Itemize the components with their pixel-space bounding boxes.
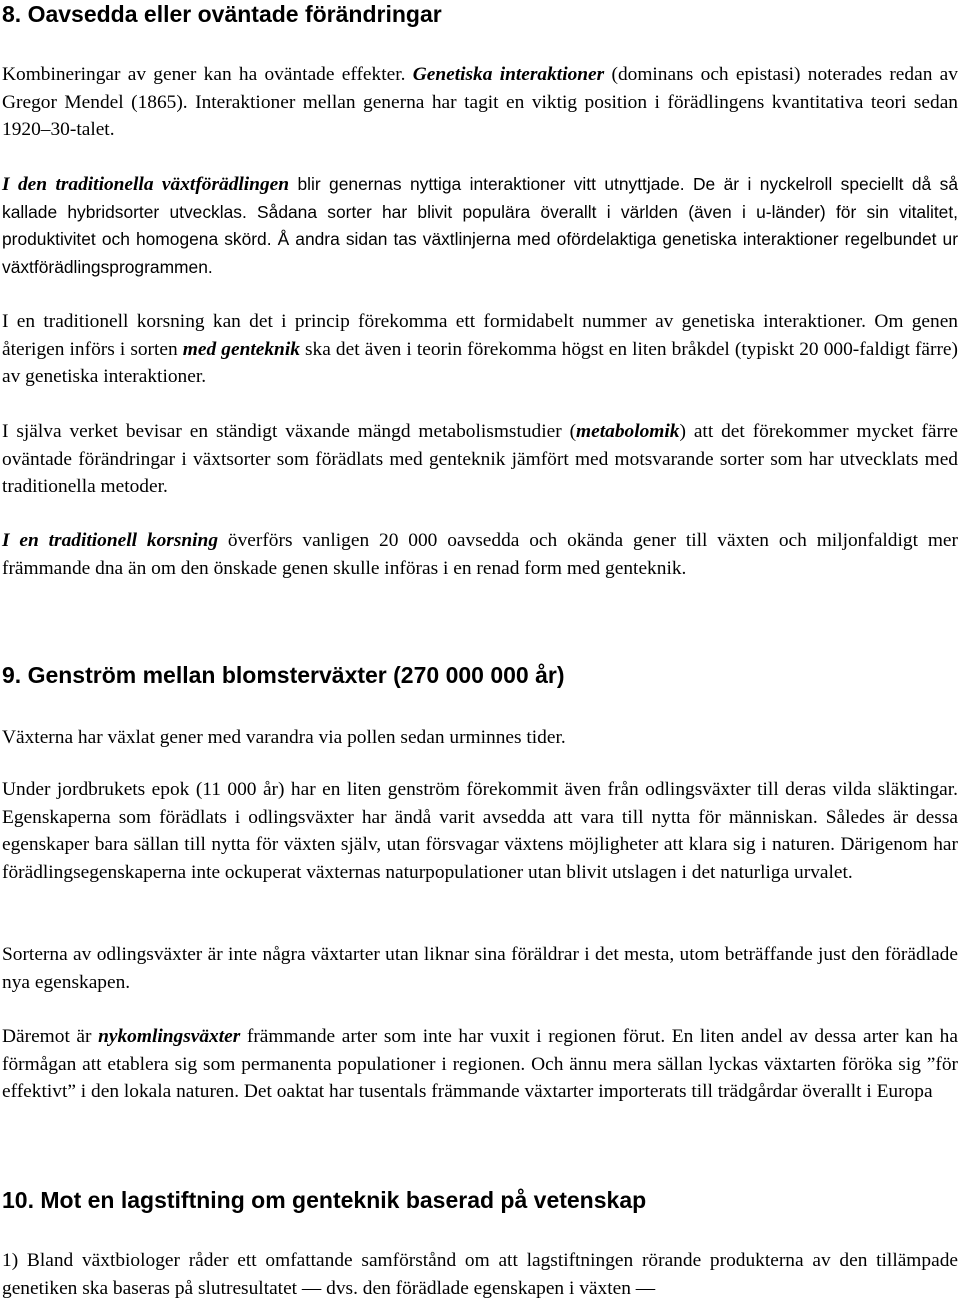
emphasized-text: I den traditionella växtförädlingen (2, 174, 290, 195)
paragraph (2, 1247, 958, 1302)
paragraph-text (2, 1023, 958, 1106)
emphasized-text: med genteknik (182, 338, 300, 360)
emphasized-text: nykomlingsväxter (98, 1026, 241, 1047)
emphasized-text: metabolomik (576, 421, 680, 442)
paragraph-text (2, 1247, 958, 1302)
paragraph (2, 776, 958, 886)
text-run: Däremot är (2, 1026, 99, 1047)
paragraph (2, 1023, 958, 1106)
text-run: Kombineringar av gener kan ha oväntade effekter. (2, 64, 413, 85)
paragraph-text (2, 776, 958, 886)
text-run: ska det även i teorin förekomma högst en liten bråkdel (typiskt 20 000-faldigt färre) av genetiska interaktioner. (2, 338, 959, 387)
text-run: I själva verket bevisar en ständigt växande mängd metabolismstudier ( (2, 421, 577, 442)
paragraph-text (2, 527, 958, 582)
paragraph (2, 941, 958, 996)
paragraph-text (2, 941, 958, 996)
section-heading-10: 10. Mot en lagstiftning om genteknik baserad på vetenskap (2, 1187, 647, 1213)
paragraph (2, 171, 958, 281)
paragraph (2, 308, 958, 391)
section-heading-9: 9. Genström mellan blomsterväxter (270 000 000 år) (2, 662, 565, 688)
paragraph (2, 527, 958, 582)
emphasized-text: Genetiska interaktioner (412, 64, 605, 85)
text-run: Växterna har växlat gener med varandra via pollen sedan urminnes tider. (2, 727, 566, 748)
paragraph-text (2, 171, 958, 281)
text-run: Under jordbrukets epok (11 000 år) har en liten genström förekommit även från odlingsväxter till deras vilda släktingar. Egenskaperna som förädlats i odlingsväxter har ändå varit avsedda att vara till nytta för människan. Således är dessa egenskaper bara sällan till nytta för växten själv, utan försvagar växtens möjligheter att klara sig i naturen. Därigenom har förädlingsegenskaperna inte ockuperat växternas naturpopulationer utan blivit utslagen i det naturliga urvalet. (2, 779, 958, 883)
paragraph-text (2, 724, 958, 752)
text-run: främmande arter som inte har vuxit i regionen förut. En liten andel av dessa arter kan ha förmågan att etablera sig som permanenta populationer i regionen. Och ännu mera sällan lyckas växtarten föröka sig ”för effektivt” i den lokala naturen. Det oaktat har tusentals främmande växtarter importerats till trädgårdar överallt i Europa (2, 1026, 958, 1102)
paragraph (2, 418, 958, 501)
text-run: Sorterna av odlingsväxter är inte några växtarter utan liknar sina föräldrar i det mesta, utom beträffande just den förädlade nya egenskapen. (2, 944, 958, 993)
paragraph-text (2, 308, 958, 391)
paragraph (2, 61, 958, 144)
section-heading-8: 8. Oavsedda eller oväntade förändringar (2, 1, 442, 27)
text-run: överförs vanligen 20 000 oavsedda och okända gener till växten och miljonfaldigt mer främmande dna än om den önskade genen skulle införas i en renad form med genteknik. (2, 530, 958, 579)
text-run: ) att det förekommer mycket färre oväntade förändringar i växtsorter som förädlats med genteknik jämfört med motsvarande sorter som har utvecklats med traditionella metoder. (2, 421, 959, 497)
paragraph-text (2, 418, 958, 501)
paragraph-text (2, 61, 958, 144)
text-run: 1) Bland växtbiologer råder ett omfattande samförstånd om att lagstiftningen rörande produkterna av den tillämpade genetiken ska baseras på slutresultatet — dvs. den förädlade egenskapen i växten — (2, 1250, 958, 1299)
text-run: I en traditionell korsning kan det i princip förekomma ett formidabelt nummer av genetiska interaktioner. Om genen återigen införs i sorten (2, 311, 958, 360)
paragraph (2, 724, 958, 752)
text-run: (dominans och epistasi) noterades redan av Gregor Mendel (1865). Interaktioner mellan generna har tagit en viktig position i förädlingens kvantitativa teori sedan 1920–30-talet. (2, 64, 958, 140)
emphasized-text: I en traditionell korsning (2, 530, 219, 551)
text-run: blir genernas nyttiga interaktioner vitt utnyttjade. De är i nyckelroll speciellt då så kallade hybridsorter utvecklas. Sådana sorter har blivit populära överallt i världen (även i u-länder) för sin vitalitet, produktivitet och homogena skörd. Å andra sidan tas växtlinjerna med ofördelaktiga genetiska interaktioner regelbundet ur växtförädlingsprogrammen. (2, 174, 958, 277)
